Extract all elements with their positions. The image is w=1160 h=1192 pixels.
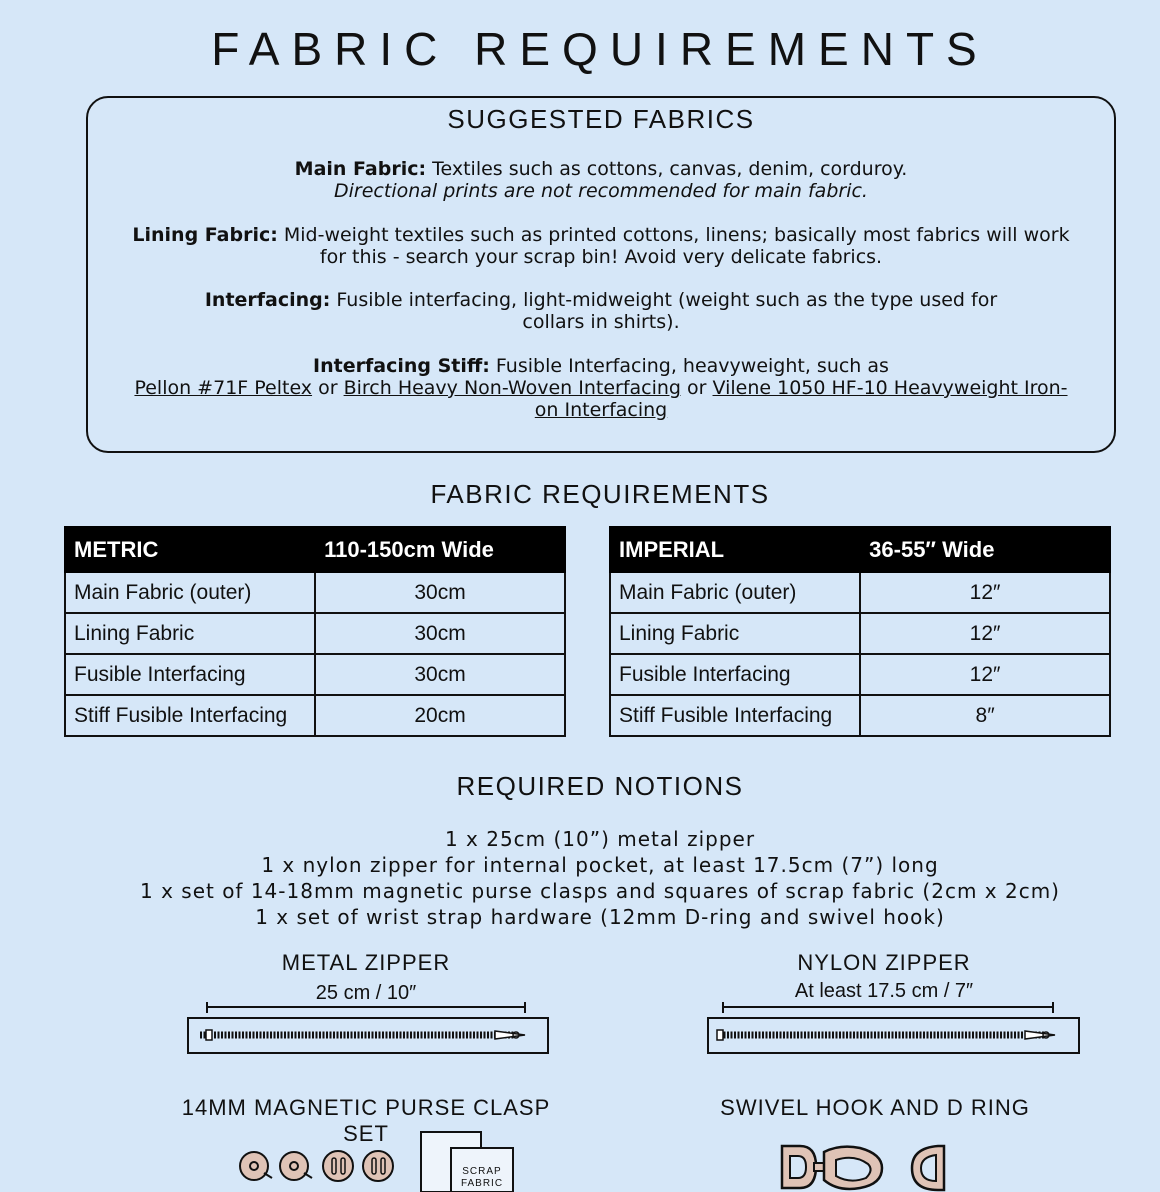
list-item: 1 x 25cm (10”) metal zipper [444, 827, 756, 851]
main-fabric-paragraph [100, 158, 1102, 202]
table-row [610, 654, 1110, 695]
interfacing-text: Fusible interfacing, light-midweight (weight such as the type used for [330, 289, 998, 311]
main-fabric-text: Textiles such as cottons, canvas, denim, corduroy. [426, 158, 908, 180]
link-vilene-interfacing-cont[interactable]: on Interfacing [534, 399, 668, 421]
table-row [610, 695, 1110, 736]
link-birch-interfacing[interactable]: Birch Heavy Non-Woven Interfacing [343, 377, 681, 399]
table-row [65, 654, 565, 695]
interfacing-label: Interfacing: [204, 289, 331, 311]
page-title: FABRIC REQUIREMENTS [211, 23, 989, 75]
row-value: 30cm [315, 654, 565, 695]
clasp-washer-icon [323, 1151, 353, 1181]
row-value: 20cm [315, 695, 565, 736]
row-value: 30cm [315, 572, 565, 613]
lining-fabric-text-2: for this - search your scrap bin! Avoid very delicate fabrics. [319, 246, 883, 268]
metal-zipper-dimension: 25 cm / 10″ [315, 982, 417, 1004]
row-value: 12″ [860, 654, 1110, 695]
link-pellon-peltex[interactable]: Pellon #71F Peltex [134, 377, 313, 399]
lining-fabric-paragraph [100, 224, 1102, 268]
metric-width-header: 110-150cm Wide [315, 527, 565, 572]
nylon-zipper-label: NYLON ZIPPER [797, 950, 971, 975]
clasp-set-diagram [230, 1128, 530, 1192]
row-label: Stiff Fusible Interfacing [610, 695, 860, 736]
zipper-stop [206, 1030, 212, 1040]
list-item: 1 x set of wrist strap hardware (12mm D-ring and swivel hook) [255, 905, 945, 929]
lining-fabric-label: Lining Fabric: [132, 224, 278, 246]
or-text-1: or [312, 377, 344, 399]
dimension-line [207, 1002, 525, 1013]
fabric-requirements-heading: FABRIC REQUIREMENTS [430, 479, 770, 509]
row-label: Fusible Interfacing [610, 654, 860, 695]
row-label: Fusible Interfacing [65, 654, 315, 695]
row-label: Stiff Fusible Interfacing [65, 695, 315, 736]
stiff-interfacing-paragraph [100, 355, 1102, 421]
zipper-stop [717, 1030, 723, 1040]
nylon-zipper-diagram [700, 1000, 1090, 1060]
dimension-line [723, 1002, 1053, 1013]
list-item: 1 x set of 14-18mm magnetic purse clasps and squares of scrap fabric (2cm x 2cm) [140, 879, 1060, 903]
main-fabric-note: Directional prints are not recommended for main fabric. [334, 180, 868, 202]
magnetic-clasp-icon [280, 1152, 312, 1180]
link-vilene-interfacing[interactable]: Vilene 1050 HF-10 Heavyweight Iron- [712, 377, 1068, 399]
stiff-interfacing-text: Fusible Interfacing, heavyweight, such as [489, 355, 889, 377]
row-value: 30cm [315, 613, 565, 654]
row-label: Main Fabric (outer) [610, 572, 860, 613]
table-row [610, 613, 1110, 654]
list-item: 1 x nylon zipper for internal pocket, at least 17.5cm (7”) long [261, 853, 939, 877]
metal-zipper-label: METAL ZIPPER [281, 950, 451, 975]
interfacing-paragraph [100, 289, 1102, 333]
or-text-2: or [681, 377, 713, 399]
table-row [610, 572, 1110, 613]
lining-fabric-text: Mid-weight textiles such as printed cottons, linens; basically most fabrics will work [277, 224, 1070, 246]
clasp-washer-icon [363, 1151, 393, 1181]
notions-list [0, 826, 1160, 930]
row-label: Lining Fabric [610, 613, 860, 654]
d-ring-icon [912, 1146, 944, 1190]
metric-header: METRIC [65, 527, 315, 572]
main-fabric-label: Main Fabric: [294, 158, 427, 180]
suggested-fabrics-heading: SUGGESTED FABRICS [447, 104, 755, 134]
metal-zipper-diagram [180, 1000, 560, 1060]
swivel-hook-icon [782, 1146, 882, 1189]
imperial-width-header: 36-55″ Wide [860, 527, 1110, 572]
stiff-interfacing-label: Interfacing Stiff: [313, 355, 490, 377]
row-value: 8″ [860, 695, 1110, 736]
row-label: Main Fabric (outer) [65, 572, 315, 613]
row-value: 12″ [860, 572, 1110, 613]
required-notions-heading: REQUIRED NOTIONS [456, 771, 744, 801]
row-label: Lining Fabric [65, 613, 315, 654]
scrap-fabric-icon [421, 1132, 513, 1192]
interfacing-text-2: collars in shirts). [522, 311, 680, 333]
nylon-zipper-dimension: At least 17.5 cm / 7″ [794, 980, 974, 1002]
metric-table [64, 526, 566, 737]
swivel-hook-diagram [770, 1138, 960, 1192]
table-row [65, 695, 565, 736]
fabric-label: FABRIC [460, 1178, 504, 1189]
imperial-header: IMPERIAL [610, 527, 860, 572]
table-row [65, 572, 565, 613]
magnetic-clasp-icon [240, 1152, 272, 1180]
imperial-table [609, 526, 1111, 737]
hook-label: SWIVEL HOOK AND D RING [720, 1095, 1030, 1120]
table-row [65, 613, 565, 654]
clasp-set-label: 14MM MAGNETIC PURSE CLASP SET [181, 1095, 551, 1146]
row-value: 12″ [860, 613, 1110, 654]
scrap-label: SCRAP [462, 1166, 502, 1177]
